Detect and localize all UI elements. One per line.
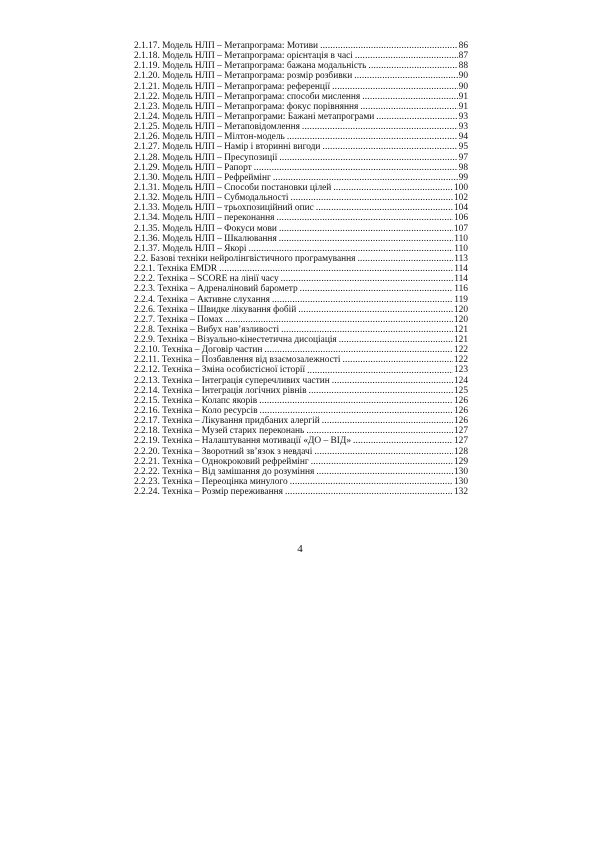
toc-entry-title: 2.2.7. Техніка – Помах [134, 314, 224, 325]
toc-entry [134, 163, 468, 173]
toc-leader-dots [368, 61, 457, 71]
toc-entry-page: 98 [458, 162, 468, 173]
toc-entry [134, 274, 468, 284]
toc-entry [134, 51, 468, 61]
toc-entry-title: 2.2. Базові техніки нейролінгвістичного програмування [134, 253, 356, 264]
toc-entry-page: 86 [458, 40, 468, 51]
table-of-contents [134, 41, 468, 497]
toc-entry-page: 127 [453, 436, 468, 447]
toc-entry-page: 114 [454, 264, 468, 275]
toc-entry-title: 2.1.37. Модель НЛП – Якорі [134, 243, 247, 254]
toc-entry-page: 129 [453, 456, 468, 467]
toc-entry-page: 90 [458, 71, 468, 82]
toc-entry-page: 91 [458, 101, 468, 112]
toc-entry-title: 2.2.9. Техніка – Візуально-кінестетична дисоціація [134, 335, 337, 346]
toc-entry [134, 254, 468, 264]
toc-entry-title: 2.1.36. Модель НЛП – Шкалювання [134, 233, 277, 244]
toc-entry-page: 110 [454, 243, 468, 254]
toc-entry [134, 213, 468, 223]
toc-leader-dots [272, 295, 453, 305]
toc-entry-page: 121 [453, 324, 468, 335]
toc-entry-page: 102 [453, 193, 468, 204]
toc-leader-dots [302, 122, 458, 132]
toc-entry-title: 2.1.18. Модель НЛП – Метапрограма: орієнтація в часі [134, 51, 353, 62]
page-number: 4 [297, 543, 303, 555]
toc-entry-title: 2.2.24. Техніка – Розмір переживання [134, 487, 283, 498]
toc-leader-dots [358, 254, 454, 264]
toc-entry-title: 2.1.35. Модель НЛП – Фокуси мови [134, 223, 277, 234]
toc-entry [134, 183, 468, 193]
toc-entry-page: 104 [453, 203, 468, 214]
toc-entry-title: 2.1.20. Модель НЛП – Метапрограма: розмір розбивки [134, 71, 353, 82]
toc-entry-page: 122 [453, 355, 468, 366]
toc-entry [134, 386, 468, 396]
toc-entry-title: 2.2.12. Техніка – Зміна особистісної історії [134, 365, 306, 376]
toc-entry-page: 126 [453, 416, 468, 427]
toc-entry [134, 467, 468, 477]
toc-entry [134, 92, 468, 102]
toc-entry [134, 416, 468, 426]
toc-entry-title: 2.2.2. Техніка – SCORE на лінії часу [134, 274, 279, 285]
toc-entry [134, 447, 468, 457]
toc-leader-dots [311, 457, 453, 467]
toc-entry-title: 2.2.1. Техніка EMDR [134, 264, 218, 275]
toc-leader-dots [290, 477, 453, 487]
toc-leader-dots [314, 447, 453, 457]
toc-entry [134, 396, 468, 406]
toc-entry [134, 132, 468, 142]
toc-entry-page: 126 [453, 395, 468, 406]
toc-entry-page: 114 [454, 274, 468, 285]
toc-entry [134, 203, 468, 213]
toc-leader-dots [291, 193, 453, 203]
toc-entry-title: 2.2.13. Техніка – Інтеграція суперечливих частин [134, 375, 330, 386]
toc-entry [134, 295, 468, 305]
toc-entry-page: 110 [454, 233, 468, 244]
toc-entry-page: 97 [458, 152, 468, 163]
toc-entry [134, 82, 468, 92]
toc-leader-dots [281, 325, 453, 335]
toc-leader-dots [353, 436, 453, 446]
toc-entry [134, 284, 468, 294]
toc-entry-title: 2.1.33. Модель НЛП – трьохпозиційний опис [134, 203, 314, 214]
toc-entry-title: 2.1.29. Модель НЛП – Рапорт [134, 162, 252, 173]
toc-entry-page: 120 [453, 304, 468, 315]
toc-entry-title: 2.1.30. Модель НЛП – Рефреймінг [134, 172, 271, 183]
toc-entry-page: 113 [454, 253, 468, 264]
toc-leader-dots [276, 213, 452, 223]
toc-leader-dots [298, 305, 453, 315]
toc-leader-dots [307, 366, 453, 376]
toc-entry-title: 2.2.11. Техніка – Позбавлення від взаємозалежності [134, 355, 341, 366]
toc-entry-page: 90 [458, 81, 468, 92]
toc-entry-page: 93 [458, 111, 468, 122]
toc-entry-title: 2.2.22. Техніка – Від замішання до розуміння [134, 466, 315, 477]
toc-entry [134, 487, 468, 497]
toc-leader-dots [285, 487, 453, 497]
toc-leader-dots [343, 355, 453, 365]
toc-entry [134, 366, 468, 376]
toc-entry [134, 234, 468, 244]
toc-entry-page: 87 [458, 51, 468, 62]
toc-leader-dots [281, 274, 454, 284]
toc-entry [134, 477, 468, 487]
toc-entry [134, 264, 468, 274]
toc-entry-title: 2.1.19. Модель НЛП – Метапрограма: бажана модальність [134, 61, 367, 72]
toc-entry-title: 2.1.26. Модель НЛП – Мілтон-модель [134, 132, 285, 143]
toc-leader-dots [279, 153, 457, 163]
toc-entry [134, 457, 468, 467]
toc-leader-dots [339, 335, 453, 345]
toc-entry-page: 125 [453, 385, 468, 396]
toc-entry-title: 2.1.32. Модель НЛП – Субмодальності [134, 193, 289, 204]
toc-entry [134, 355, 468, 365]
toc-leader-dots [254, 163, 458, 173]
toc-entry-page: 121 [453, 335, 468, 346]
toc-entry-page: 88 [458, 61, 468, 72]
toc-leader-dots [248, 244, 453, 254]
toc-entry-title: 2.2.6. Техніка – Швидке лікування фобій [134, 304, 297, 315]
toc-entry [134, 325, 468, 335]
toc-entry [134, 335, 468, 345]
toc-entry-page: 99 [458, 172, 468, 183]
toc-leader-dots [322, 142, 457, 152]
toc-entry-page: 116 [454, 284, 468, 295]
toc-entry-title: 2.1.24. Модель НЛП – Метапрограми: Бажані метапрограми [134, 111, 375, 122]
toc-leader-dots [260, 406, 453, 416]
toc-entry-title: 2.1.22. Модель НЛП – Метапрограма: способи мислення [134, 91, 361, 102]
toc-entry-title: 2.2.16. Техніка – Коло ресурсів [134, 406, 258, 417]
toc-entry [134, 122, 468, 132]
toc-entry-page: 95 [458, 142, 468, 153]
toc-entry-title: 2.1.17. Модель НЛП – Метапрограма: Мотиви [134, 40, 319, 51]
toc-entry-page: 130 [453, 466, 468, 477]
toc-entry-title: 2.2.21. Техніка – Однокроковий рефреймінг [134, 456, 309, 467]
toc-leader-dots [219, 264, 453, 274]
toc-leader-dots [355, 51, 458, 61]
toc-entry-title: 2.2.15. Техніка – Колапс якорів [134, 395, 258, 406]
toc-leader-dots [306, 426, 453, 436]
toc-entry [134, 142, 468, 152]
toc-entry [134, 173, 468, 183]
toc-entry-page: 130 [453, 477, 468, 488]
toc-entry [134, 406, 468, 416]
toc-leader-dots [332, 82, 458, 92]
toc-entry-title: 2.1.21. Модель НЛП – Метапрограма: референції [134, 81, 331, 92]
toc-entry-page: 106 [453, 213, 468, 224]
toc-entry [134, 61, 468, 71]
toc-leader-dots [316, 467, 453, 477]
toc-leader-dots [264, 345, 453, 355]
toc-leader-dots [273, 173, 458, 183]
toc-entry-page: 123 [453, 365, 468, 376]
toc-leader-dots [316, 203, 453, 213]
toc-entry [134, 71, 468, 81]
toc-entry-page: 128 [453, 446, 468, 457]
toc-leader-dots [287, 132, 458, 142]
toc-entry-page: 107 [453, 223, 468, 234]
toc-entry-title: 2.2.4. Техніка – Активне слухання [134, 294, 270, 305]
toc-entry-title: 2.2.8. Техніка – Вибух нав’язливості [134, 324, 280, 335]
toc-leader-dots [320, 41, 458, 51]
toc-leader-dots [332, 376, 453, 386]
toc-entry-title: 2.2.17. Техніка – Лікування придбаних алергій [134, 416, 320, 427]
toc-entry [134, 224, 468, 234]
toc-leader-dots [333, 183, 453, 193]
toc-entry-title: 2.1.34. Модель НЛП – переконання [134, 213, 275, 224]
toc-entry [134, 193, 468, 203]
toc-entry-page: 94 [458, 132, 468, 143]
toc-leader-dots [300, 284, 454, 294]
toc-leader-dots [376, 112, 457, 122]
toc-entry-title: 2.1.28. Модель НЛП – Пресупозиції [134, 152, 278, 163]
toc-entry-page: 93 [458, 122, 468, 133]
toc-entry [134, 102, 468, 112]
toc-entry-page: 120 [453, 314, 468, 325]
toc-entry [134, 426, 468, 436]
toc-entry-title: 2.2.20. Техніка – Зворотний зв’язок з невдачі [134, 446, 313, 457]
toc-entry [134, 305, 468, 315]
toc-entry-title: 2.2.23. Техніка – Переоцінка минулого [134, 477, 288, 488]
toc-entry-title: 2.2.19. Техніка – Налаштування мотивації «ДО – ВІД» [134, 436, 352, 447]
toc-leader-dots [259, 396, 453, 406]
toc-entry-title: 2.2.18. Техніка – Музей старих переконань [134, 426, 305, 437]
toc-entry-page: 122 [453, 345, 468, 356]
toc-entry-title: 2.1.25. Модель НЛП – Метаповідомлення [134, 122, 300, 133]
toc-entry-page: 124 [453, 375, 468, 386]
toc-entry-title: 2.2.10. Техніка – Договір частин [134, 345, 263, 356]
toc-entry-page: 132 [453, 487, 468, 498]
toc-entry-title: 2.1.27. Модель НЛП – Намір і вторинні вигоди [134, 142, 321, 153]
toc-entry [134, 376, 468, 386]
toc-entry [134, 153, 468, 163]
toc-entry-title: 2.2.14. Техніка – Інтеграція логічних рівнів [134, 385, 307, 396]
toc-leader-dots [225, 315, 453, 325]
toc-entry [134, 244, 468, 254]
toc-leader-dots [360, 102, 457, 112]
toc-entry [134, 41, 468, 51]
toc-entry-page: 91 [458, 91, 468, 102]
toc-entry [134, 345, 468, 355]
toc-leader-dots [354, 71, 457, 81]
toc-entry-page: 119 [454, 294, 468, 305]
toc-leader-dots [279, 234, 454, 244]
toc-leader-dots [322, 416, 453, 426]
toc-leader-dots [362, 92, 457, 102]
toc-entry-page: 127 [453, 426, 468, 437]
toc-entry [134, 315, 468, 325]
toc-entry [134, 436, 468, 446]
toc-leader-dots [309, 386, 453, 396]
toc-entry-page: 100 [453, 182, 468, 193]
toc-leader-dots [279, 224, 453, 234]
toc-entry-title: 2.1.23. Модель НЛП – Метапрограма: фокус порівняння [134, 101, 359, 112]
toc-entry [134, 112, 468, 122]
toc-entry-title: 2.1.31. Модель НЛП – Способи постановки цілей [134, 182, 332, 193]
toc-entry-page: 126 [453, 406, 468, 417]
toc-entry-title: 2.2.3. Техніка – Адреналіновий барометр [134, 284, 298, 295]
